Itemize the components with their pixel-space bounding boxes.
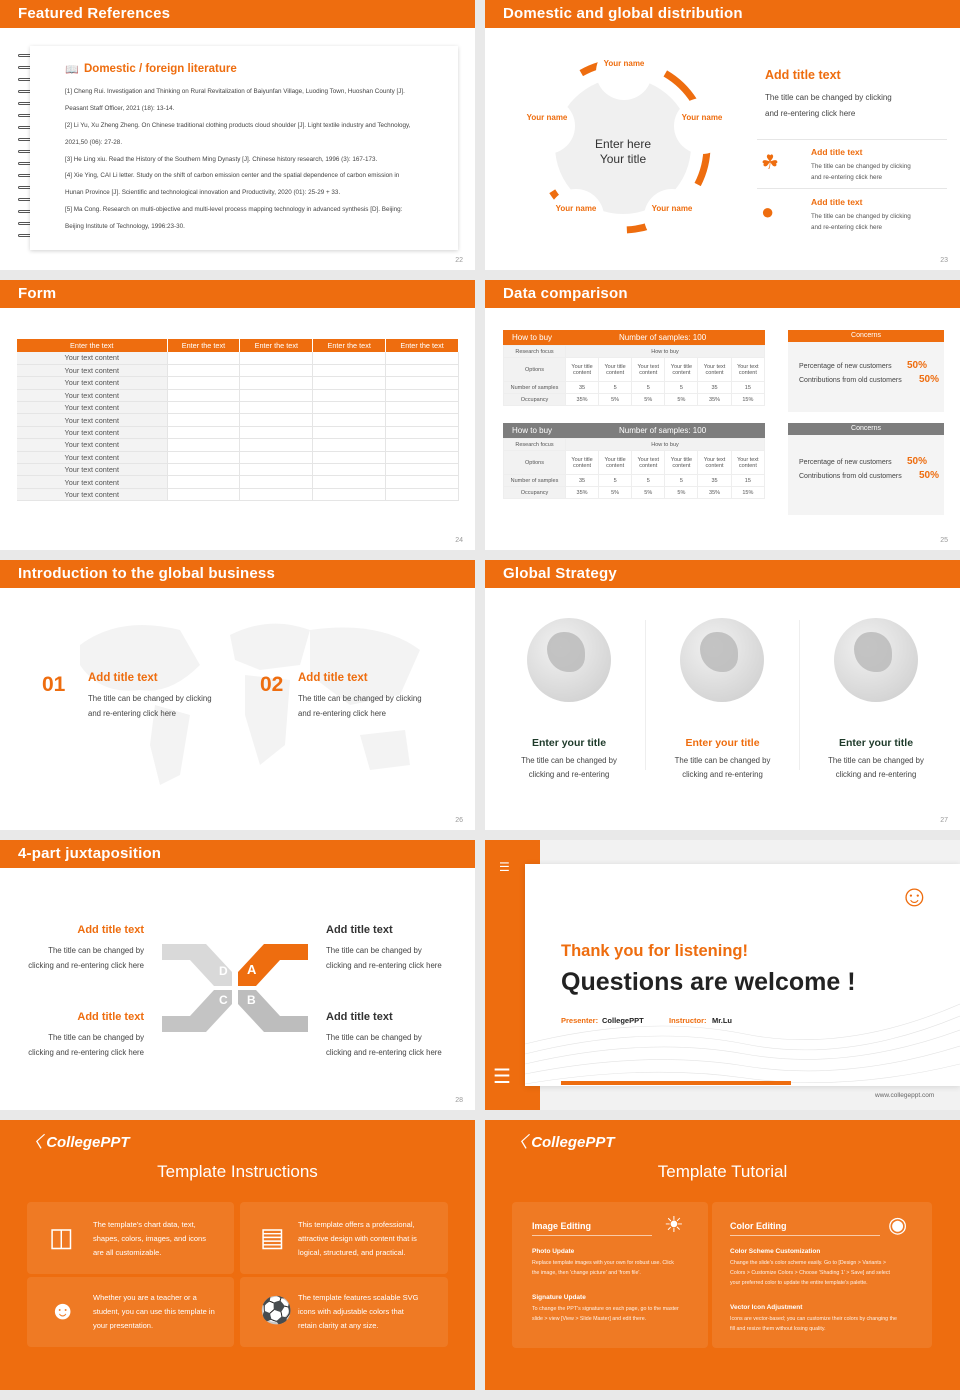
table-row: Your text content — [17, 389, 459, 401]
page-number: 24 — [455, 537, 463, 544]
column-desc: clicking and re-entering — [682, 770, 763, 779]
slide-4-part[interactable] — [0, 840, 475, 1110]
column-desc: clicking and re-entering — [835, 770, 917, 779]
number-02: 02 — [260, 673, 284, 696]
column-desc: The title can be changed by — [828, 756, 924, 765]
questions-text: Questions are welcome ! — [561, 968, 856, 996]
column-header: Enter the text — [17, 339, 167, 352]
column-title: Enter your title — [685, 737, 760, 749]
letter-b: B — [247, 993, 256, 1007]
slide-title: Global Strategy — [503, 565, 617, 582]
column-title: Enter your title — [838, 737, 914, 749]
tutorial-card-image: Image Editing ☀ Photo Update Replace template images with your own for robust use. Click the image, then 'change picture' and 'from file'. Signature Update To change the PPT's signature on each page, go to the master slide > view [View > Slide Master] and edit there. — [512, 1202, 708, 1348]
ppt-file-icon: ◫ — [49, 1222, 74, 1252]
item-desc: The title can be changed by clicking — [811, 163, 911, 170]
column-header: Enter the text — [313, 339, 386, 352]
slide-global-business[interactable] — [0, 560, 475, 830]
instructor-name: Mr.Lu — [712, 1016, 732, 1025]
letter-c: C — [219, 993, 228, 1007]
page-number: 23 — [940, 257, 948, 264]
page-number: 26 — [455, 817, 463, 824]
collegeppt-logo: 〈 CollegePPT — [27, 1134, 130, 1151]
slide-header — [0, 560, 475, 588]
title-text: Add title text — [77, 1011, 144, 1023]
column-header: Enter the text — [167, 339, 240, 352]
description: and re-entering click here — [765, 109, 856, 118]
layers-icon: ▤ — [260, 1222, 285, 1252]
item-desc: and re-entering click here — [811, 224, 883, 231]
description: and re-entering click here — [298, 709, 386, 718]
table-row: Your text content — [17, 476, 459, 488]
description: The title can be changed by — [326, 1033, 422, 1042]
reference-paper — [30, 46, 458, 250]
name-node-right[interactable]: Your name — [674, 98, 730, 154]
slide-title: Introduction to the global business — [18, 565, 275, 582]
page-number: 28 — [455, 1097, 463, 1104]
bottom-orange-bar — [561, 1081, 791, 1085]
table-row: Your text content — [17, 377, 459, 389]
description: The title can be changed by clicking — [88, 694, 212, 703]
item-title: Add title text — [811, 147, 863, 157]
instruction-card: ▤ This template offers a professional, attractive design with content that is logical, structured, and practical. — [240, 1202, 448, 1274]
column-desc: The title can be changed by — [521, 756, 617, 765]
globe-image — [680, 618, 764, 702]
description: The title can be changed by — [48, 946, 144, 955]
presenter-label: Presenter: — [561, 1016, 599, 1025]
number-01: 01 — [42, 673, 66, 696]
color-editing-heading: Color Editing — [730, 1221, 787, 1231]
column-title: Enter your title — [531, 737, 607, 749]
divider — [730, 1235, 880, 1236]
china-map-icon: ☘ — [761, 152, 779, 174]
instruction-card: ⚽ The template features scalable SVG icons with adjustable colors that retain clarity at any size. — [240, 1277, 448, 1347]
globe-icon: ● — [761, 199, 775, 224]
concerns-box: Concerns Percentage of new customers 50% Contributions from old customers 50% — [788, 423, 944, 515]
reference-line: Beijing Institute of Technology, 1996:23-30. — [65, 223, 185, 230]
logo-mark-icon: 〈 — [27, 1134, 43, 1151]
thanks-text: Thank you for listening! — [561, 942, 749, 960]
slide-title: Featured References — [18, 5, 171, 22]
slide-header — [485, 0, 960, 28]
divider — [532, 1235, 652, 1236]
basketball-icon: ⚽ — [260, 1295, 293, 1325]
slide-title: Data comparison — [503, 285, 628, 302]
center-text-1: Enter here — [594, 137, 652, 151]
page-number: 22 — [455, 257, 463, 264]
slide-header — [485, 280, 960, 308]
table-row: Your text content — [17, 414, 459, 426]
letter-d: D — [219, 964, 228, 978]
title-text: Add title text — [326, 924, 393, 936]
tutorial-card-color: Color Editing ◉ Color Scheme Customization Change the slide's color scheme easily. Go to [Design > Variants > Colors > Customize Colors > Choose 'Shading 1' > Save] and select your preferred color to update the entire template's palette. Vector Icon Adjustment Icons are vector-based; you can customize their colors by changing the fill and resize them without losing quality. — [712, 1202, 932, 1348]
slide-global-strategy[interactable] — [485, 560, 960, 830]
slide-title: Form — [18, 285, 57, 302]
world-map-background — [60, 605, 440, 805]
item-desc: and re-entering click here — [811, 174, 883, 181]
description: clicking and re-entering click here — [326, 1048, 442, 1057]
title-text: Add title text — [88, 672, 158, 684]
instruction-card: ◫ The template's chart data, text, shapes, colors, images, and icons are all customizable. — [27, 1202, 234, 1274]
teacher-icon: ☻ — [49, 1295, 77, 1325]
table-row: Your text content — [17, 352, 459, 364]
column-header: Enter the text — [386, 339, 459, 352]
page-number: 27 — [940, 817, 948, 824]
presenter-name: CollegePPT — [602, 1016, 644, 1025]
book-icon: 📖 — [65, 64, 79, 76]
name-node-left[interactable]: Your name — [519, 98, 575, 154]
letter-a: A — [247, 962, 257, 977]
concerns-box: Concerns Percentage of new customers 50% Contributions from old customers 50% — [788, 330, 944, 412]
slide-title: 4-part juxtaposition — [18, 845, 162, 862]
table-row: Your text content — [17, 488, 459, 500]
name-node-bottom-left[interactable]: Your name — [548, 189, 604, 245]
globe-image — [834, 618, 918, 702]
description: clicking and re-entering click here — [28, 961, 144, 970]
item-desc: The title can be changed by clicking — [811, 213, 911, 220]
reference-line: [5] Ma Cong. Research on multi-objective and multi-level process mapping technology in advanced synthesis [D]. Beijing: — [65, 206, 403, 213]
slide-featured-references[interactable] — [0, 0, 475, 270]
reference-line: [1] Cheng Rui. Investigation and Thinking on Rural Revitalization of Baiyunfan Village, Luoding Town, Huoshan County [J]. — [65, 88, 405, 95]
divider — [757, 139, 947, 140]
reference-line: [2] Li Yu, Xu Zheng Zheng. On Chinese traditional clothing products cloud shoulder [J]. Light textile industry and Technology, — [65, 122, 411, 129]
title-text: Add title text — [765, 68, 841, 82]
reference-line: Hunan Province [J]. Scientific and technological innovation and Productivity, 2020 (01): 25-29 + 33. — [65, 189, 341, 196]
slide-header — [0, 840, 475, 868]
collegeppt-logo: 〈 CollegePPT — [512, 1134, 615, 1151]
menu-icon[interactable]: ☰ — [499, 860, 510, 874]
slide-data-comparison[interactable] — [485, 280, 960, 550]
table-row: Your text content — [17, 451, 459, 463]
slide-header — [0, 280, 475, 308]
table-row: Your text content — [17, 464, 459, 476]
instructions-title: Template Instructions — [157, 1162, 318, 1181]
slide-thank-you[interactable] — [485, 840, 960, 1110]
slide-template-tutorial[interactable] — [485, 1120, 960, 1390]
tutorial-title: Template Tutorial — [657, 1162, 788, 1181]
title-text: Add title text — [77, 924, 144, 936]
description: clicking and re-entering click here — [326, 961, 442, 970]
comparison-table: Research focus How to buy Options Your title content Your title content Your text content Your title content Your text content Your text content Number of samples 35 5 5 5 35 15 Occupancy 35% 5% 5% 5% 35% 15% — [503, 438, 765, 499]
table-row: Your text content — [17, 402, 459, 414]
image-editing-heading: Image Editing — [532, 1221, 592, 1231]
description: clicking and re-entering click here — [28, 1048, 144, 1057]
lightbulb-icon: ☀ — [664, 1212, 684, 1237]
layers-icon[interactable]: ☰ — [493, 1066, 511, 1088]
description: The title can be changed by clicking — [765, 93, 892, 102]
instructor-label: Instructor: — [669, 1016, 707, 1025]
title-text: Add title text — [326, 1011, 393, 1023]
column-header: Enter the text — [240, 339, 313, 352]
description: The title can be changed by clicking — [298, 694, 422, 703]
name-node-bottom-right[interactable]: Your name — [644, 189, 700, 245]
comparison-table: Research focus How to buy Options Your title content Your title content Your text content Your title content Your text content Your text content Number of samples 35 5 5 5 35 15 Occupancy 35% 5% 5% 5% 35% 15% — [503, 345, 765, 406]
palette-icon: ◉ — [888, 1212, 908, 1237]
slide-distribution[interactable] — [485, 0, 960, 270]
reference-line: [3] He Ling xiu. Read the History of the Southern Ming Dynasty [J]. Chinese history research, 1996 (3): 167-173. — [65, 156, 378, 163]
table-row: Your text content — [17, 439, 459, 451]
name-node-top[interactable]: Your name — [596, 44, 652, 100]
description: and re-entering click here — [88, 709, 176, 718]
four-part-arrow-diagram — [160, 942, 310, 1034]
description: The title can be changed by — [48, 1033, 144, 1042]
slide-header — [0, 0, 475, 28]
page-number: 25 — [940, 537, 948, 544]
divider — [757, 188, 947, 189]
item-title: Add title text — [811, 197, 863, 207]
reference-line: 2021,50 (06): 27-28. — [65, 139, 123, 146]
reference-line: [4] Xie Ying, CAI Li letter. Study on the shift of carbon emission center and the spatial dependence of carbon emission in — [65, 172, 400, 179]
description: The title can be changed by — [326, 946, 422, 955]
website-url[interactable]: www.collegeppt.com — [875, 1092, 935, 1099]
title-text: Add title text — [298, 672, 368, 684]
column-desc: clicking and re-entering — [528, 770, 610, 779]
table-header: How to buy Number of samples: 100 — [503, 330, 765, 345]
table-row: Your text content — [17, 426, 459, 438]
globe-image — [527, 618, 611, 702]
reference-line: Peasant Staff Officer, 2021 (18): 13-14. — [65, 105, 175, 112]
table-header: How to buy Number of samples: 100 — [503, 423, 765, 438]
references-title: Domestic / foreign literature — [84, 63, 237, 75]
slide-template-instructions[interactable] — [0, 1120, 475, 1390]
logo-mark-icon: 〈 — [512, 1134, 528, 1151]
avatar-logo-icon: ☺ — [899, 880, 930, 913]
slide-header — [485, 560, 960, 588]
table-row: Your text content — [17, 364, 459, 376]
form-table — [17, 339, 459, 501]
slide-title: Domestic and global distribution — [503, 5, 743, 22]
center-text-2: Your title — [599, 152, 647, 166]
column-desc: The title can be changed by — [674, 756, 771, 765]
instruction-card: ☻ Whether you are a teacher or a student, you can use this template in your presentation. — [27, 1277, 234, 1347]
